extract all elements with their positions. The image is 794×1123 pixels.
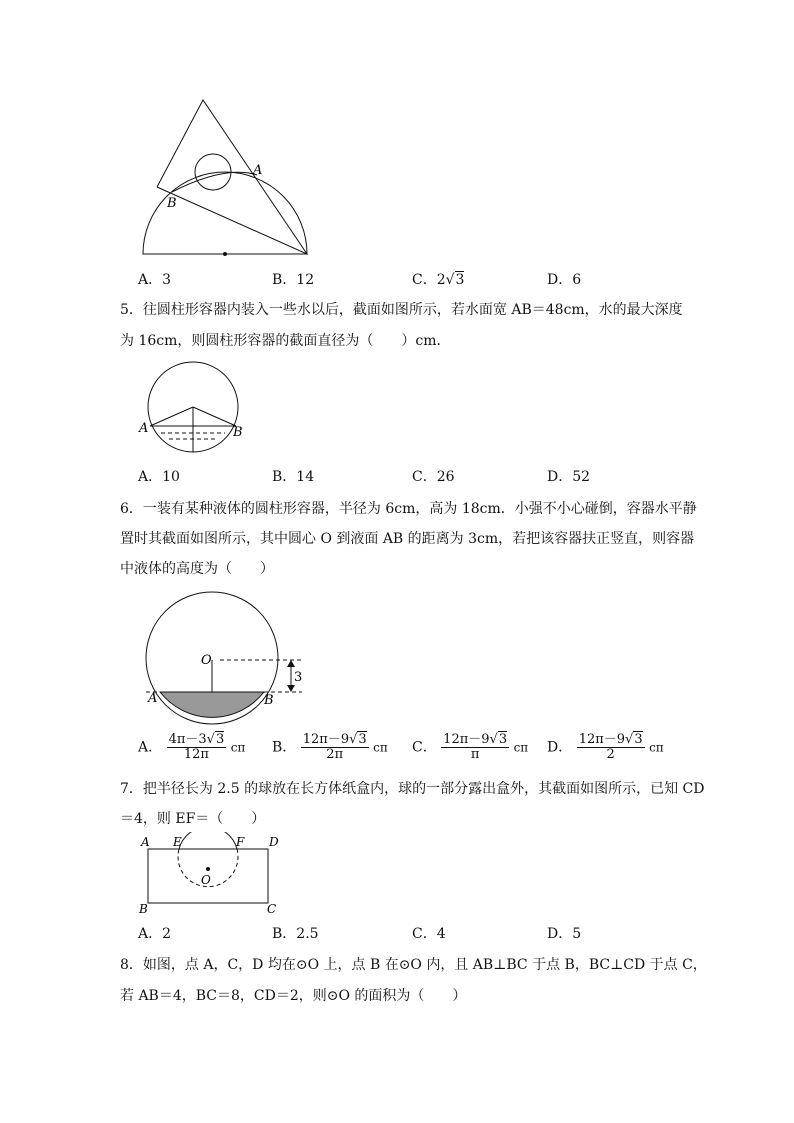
- q7-option-a: A．2: [138, 926, 172, 942]
- q7-option-b: B．2.5: [272, 926, 319, 942]
- q7-label-A: A: [141, 835, 150, 849]
- q6-option-b-num: 12π－9: [302, 732, 350, 747]
- q7-label-D: D: [269, 835, 279, 849]
- q4-triangle: [157, 100, 307, 254]
- q6-option-b-letter: B．: [272, 739, 297, 756]
- q4-label-A: A: [253, 163, 263, 178]
- q6-option-b: B． $\frac{12\pi-9√3}{2\pi}$ cπ: [272, 732, 388, 762]
- q5-option-b: B．14: [272, 469, 315, 485]
- q6-option-b-rad: 3: [358, 732, 367, 747]
- q4-center-dot: [223, 252, 227, 256]
- q6-option-a: A． $\frac{4\pi-3√3}{12\pi}$ cπ: [138, 732, 246, 762]
- q6-option-a-num: 4π－3: [168, 732, 207, 747]
- q6-option-a-den: 12π: [183, 747, 209, 762]
- q5-figure: [135, 360, 250, 460]
- q6-option-a-rad: 3: [215, 732, 225, 747]
- q6-line2: 置时其截面如图所示，其中圆心 O 到液面 AB 的距离为 3cm，若把该容器扶正竖直，则容器: [120, 531, 695, 547]
- q5-option-a: A．10: [138, 469, 180, 485]
- q7-label-E: E: [173, 835, 182, 849]
- q7-label-O: O: [201, 873, 211, 887]
- q7-line2: ＝4，则 EF＝（ ）: [120, 811, 266, 827]
- q6-option-d-num: 12π－9: [578, 732, 626, 747]
- q7-center-dot: [206, 867, 210, 871]
- q7-label-F: F: [236, 835, 245, 849]
- q6-option-d-rad: 3: [634, 732, 643, 747]
- q4-figure: [135, 95, 325, 260]
- q4-option-c: C．2√3: [412, 272, 465, 288]
- q6-label-A: A: [148, 691, 158, 706]
- q7-option-c: C．4: [412, 926, 446, 942]
- q7-circle-solid: [179, 832, 237, 849]
- q4-label-B: B: [167, 196, 177, 211]
- q6-option-b-den: 2π: [326, 747, 344, 762]
- q4-option-c-radicand: 3: [455, 272, 465, 288]
- q4-option-b: B．12: [272, 272, 315, 288]
- q7-label-B: B: [139, 902, 148, 916]
- q7-label-C: C: [267, 902, 277, 916]
- q6-option-c: C． $\frac{12\pi-9√3}{\pi}$ cπ: [412, 732, 529, 762]
- q7-figure: [135, 832, 285, 917]
- q6-option-a-letter: A．: [138, 739, 163, 756]
- q6-label-dist: 3: [294, 670, 303, 685]
- q5-option-c: C．26: [412, 469, 455, 485]
- q5-line2: 为 16cm，则圆柱形容器的截面直径为（ ）cm．: [120, 333, 451, 349]
- q7-option-d: D．5: [547, 926, 582, 942]
- q6-option-d-den: 2: [606, 747, 615, 762]
- q6-option-c-unit: cπ: [513, 740, 529, 755]
- q6-figure: [140, 590, 310, 725]
- q6-option-d-unit: cπ: [649, 740, 664, 755]
- q6-line1: 6．一装有某种液体的圆柱形容器，半径为 6cm，高为 18cm．小强不小心碰倒，容器水平静: [120, 501, 697, 517]
- q5-line1: 5．往圆柱形容器内装入一些水以后，截面如图所示，若水面宽 AB＝48cm，水的最大深度: [120, 302, 683, 318]
- q6-option-c-rad: 3: [498, 732, 508, 747]
- q5-label-B: B: [233, 425, 243, 440]
- q4-semicircle: [143, 172, 307, 254]
- q6-label-O: O: [201, 653, 212, 668]
- q5-option-d: D．52: [547, 469, 591, 485]
- q6-option-c-letter: C．: [412, 739, 437, 756]
- q4-option-a: A．3: [138, 272, 172, 288]
- q6-option-d-letter: D．: [547, 739, 573, 756]
- q6-line3: 中液体的高度为（ ）: [120, 561, 274, 577]
- q6-option-a-unit: cπ: [230, 740, 246, 755]
- q8-line2: 若 AB＝4，BC＝8，CD＝2，则⊙O 的面积为（ ）: [120, 988, 467, 1004]
- q6-option-c-num: 12π－9: [443, 732, 490, 747]
- q6-option-c-den: π: [470, 747, 480, 762]
- q6-label-B: B: [264, 693, 274, 708]
- q4-option-c-prefix: C．2: [412, 272, 446, 288]
- q8-line1: 8．如图，点 A，C，D 均在⊙O 上，点 B 在⊙O 内，且 AB⊥BC 于点 B，BC⊥CD 于点 C，: [120, 957, 707, 973]
- q7-line1: 7．把半径长为 2.5 的球放在长方体纸盒内，球的一部分露出盒外，其截面如图所示，已知 CD: [120, 781, 705, 797]
- q6-option-d: D． $\frac{12\pi-9√3}{2}$ cπ: [547, 732, 664, 762]
- q5-label-A: A: [139, 421, 149, 436]
- q6-option-b-unit: cπ: [373, 740, 388, 755]
- q4-option-d: D．6: [547, 272, 582, 288]
